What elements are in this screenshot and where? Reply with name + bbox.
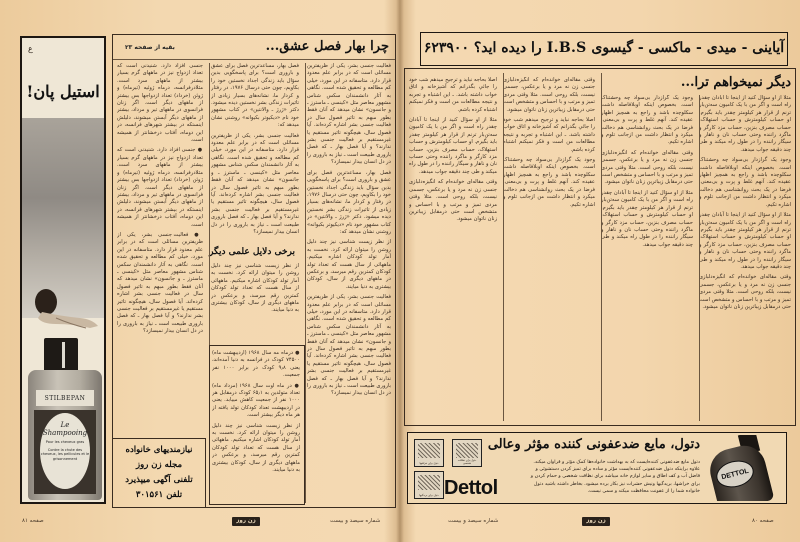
label-small: Contre la chute des cheveux, les pellicules et le grisonnement <box>40 447 90 461</box>
dettol-logo: Dettol <box>444 477 498 499</box>
article-spring-love <box>112 34 396 508</box>
right-page-number: صفحه ۸۰ <box>752 518 774 524</box>
bottle-cap <box>44 338 78 372</box>
classified-phone: تلفن ۳۰۱۵۶۱ <box>135 490 183 500</box>
dettol-headline: دتول، مایع ضدعفونی کننده مؤثر وعالی <box>487 437 700 452</box>
column-rule <box>305 63 306 503</box>
label-oval <box>40 413 90 489</box>
steelpan-headline: استیل پان! <box>26 82 100 101</box>
classified-line-1: نیازمندیهای خانواده <box>125 445 193 455</box>
text-column-1: فعالیت جنسی بشر، یکی از ظریفترین مسائلی است که در برابر علم معدود قرار دارد. متاسفانه در این مورد، خیلی کم مطالعه و تحقیق شده است. نگاهی به آثار دانشمندان سکس شناس مشهور معاصر مثل «کینسی ـ ماسترز ـ و جانسون» نشان میدهد که آنان فقط بطور مبهم به تاثیر فصول سال در فعالیت جنسی بشر اشاره کرده‌اند. آیا فصول سال، هیچگونه تاثیر مستقیم یا غیرمستقیم بر فعالیت جنسی بشر ندارند؟ و آیا فصل بهار ـ که فصل باروری طبیعت است ـ نیاز به باروری را در دل انسان بیدار نمیسازد؟ فصل بهار، مساعدترین فصل برای عشق و باروری است؟ برای پاسخگویی بدین سؤال باید زندگی اجداد نخستین خود را بکاویم، چون حتی درسال ۱۹۷۶، در رفتار و کردار ما، نشانه‌های بسیار زیادی از تاثیرات زندگی بشر نخستین دیده میشود. دکتر «ژرژ ـ والانتین» در کتاب مشهور خود نام «دیکیوتر بکیوانه» روشنی نشان میدهد که: از نظر زیست شناسی نیز چند دلیل روشن را میتوان ارائه کرد. نخست به آمار تولد کودکان اشاره میکنیم. ماههائی از سال هست که تعداد تولد کودکان کمترین رقم میرسد، و برعکس در ماههای دیگری از سال، کودکان بیشتری به دنیا میایند. فعالیت جنسی بشر، یکی از ظریفترین مسائلی است که در برابر علم معدود قرار دارد. متاسفانه در این مورد، خیلی کم مطالعه و تحقیق شده است. نگاهی به آثار دانشمندان سکس شناس مشهور معاصر مثل «کینسی ـ ماسترز ـ و جانسون» نشان میدهد که آنان فقط بطور مبهم به تاثیر فصول سال در فعالیت جنسی بشر اشاره کرده‌اند. آیا فصول سال، هیچگونه تاثیر مستقیم یا غیرمستقیم بر فعالیت جنسی بشر ندارند؟ و آیا فصل بهار ـ که فصل باروری طبیعت است ـ نیاز به باروری را در دل انسان بیدار نمیسازد؟ <box>307 63 391 397</box>
bottle-label: DETTOL <box>713 457 756 491</box>
magazine-logo: زن روز <box>232 517 260 526</box>
text-column-2: وجود یک گرازدار بی‌سواد چه وحشتناک است. بخصوص اینکه اوبلافاصله داشت سکلوچده باشد و راجع به همچیز اظهار عقیده کند. آنهم غلط و پرت و بی‌معنی. فرضا در یک بحث روانشناسی هم دخالت میکرد و انتظار داشت من ازجانب تلوم و اشاره تکیم. وقتی مقاله‌ای خوانده‌ام که انگیزه‌دلبازی جنسی زن نه مرد و یا برعکس، جسمی نیست، بلکه روحی است. مثلا وقتی مردی تمیز و مرتب و با احساس و متشخص است حتی درمقابل زیباترین زنان ناتوان میشود. مثلا از او سؤال کنید از اینجا تا آبادان چقدر راه است و اگر من با یک کامیون سه‌تن‌بار ترنم از قرار هر کیلومتر چقدر باید بگیرم. او حساب کیلومترش و حساب استهلاک، حساب مصرف بنزین، حساب مزد کارگر و ماگرد راننده وحتی حساب نان و ناهار و سیگار راننده را در طول راه میکند و طی چند دقیقه جواب میدهد. <box>601 95 693 248</box>
column-rule <box>699 95 700 421</box>
text-column-4: اصلا بحاجه نبايد و ترجيح ميدهم شب خود را جائي بگذرانم كه آشپزخانه و اتاق خواب داشته باشد. ـ این اشتباه و تجربه و نتیجه مطالعات من است و فکر نمیکنم اشتباه کرده باشم. مثلا از او سؤال کنید از اینجا تا آبادان چقدر راه است و اگر من با یک کامیون سه‌تن‌بار ترنم از قرار هر کیلومتر چقدر باید بگیرم. او حساب کیلومترش و حساب استهلاک، حساب مصرف بنزین، حساب مزد کارگر و ماگرد راننده وحتی حساب نان و ناهار و سیگار راننده را در طول راه میکند و طی چند دقیقه جواب میدهد. وقتی مقاله‌ای خوانده‌ام که انگیزه‌دلبازی جنسی زن نه مرد و یا برعکس، جسمی نیست، بلکه روحی است. مثلا وقتی مردی تمیز و مرتب و با احساس و متشخص است حتی درمقابل زیباترین زنان ناتوان میشود. <box>409 77 497 223</box>
stats-box <box>209 345 305 505</box>
illustration-panel-3: دتول برای بریدگیها <box>414 471 444 499</box>
left-issue-label: شماره سیصد و بیست <box>330 518 381 524</box>
shampoo-bottle <box>28 370 102 500</box>
label-panel <box>34 410 96 494</box>
corner-mark: ع <box>28 44 33 53</box>
title-rule <box>113 59 395 60</box>
article-subhead: برخی دلایل علمی دیگر <box>209 247 295 257</box>
column-rule <box>503 73 504 421</box>
spine-gutter <box>396 0 404 542</box>
magazine-logo: زن روز <box>582 517 610 526</box>
classified-ad <box>112 438 206 508</box>
dettol-ad <box>407 432 787 504</box>
classified-line-2: مجله زن روز <box>136 460 182 470</box>
article-title: چرا بهار فصل عشق... <box>265 39 389 54</box>
text-column-2b: از نظر زیست شناسی نیز چند دلیل روشن را میتوان ارائه کرد. نخست به آمار تولد کودکان اشاره میکنیم. ماههائی از سال هست که تعداد تولد کودکان کمترین رقم میرسد، و برعکس در ماههای دیگری از سال، کودکان بیشتری به دنیا میایند. <box>211 263 299 314</box>
product-label: STILBEPAN <box>36 390 94 406</box>
text-column-1: مثلا از او سؤال کنید از اینجا تا آبادان چقدر راه است و اگر من با یک کامیون سه‌تن‌بار ترنم از قرار هر کیلومتر چقدر باید بگیرم. او حساب کیلومترش و حساب استهلاک، حساب مصرف بنزین، حساب مزد کارگر و ماگرد راننده وحتی حساب نان و ناهار و سیگار راننده را در طول راه میکند و طی چند دقیقه جواب میدهد. وجود یک گرازدار بی‌سواد چه وحشتناک است. بخصوص اینکه اوبلافاصله داشت سکلوچده باشد و راجع به همچیز اظهار عقیده کند. آنهم غلط و پرت و بی‌معنی. فرضا در یک بحث روانشناسی هم دخالت میکرد و انتظار داشت من ازجانب تلوم و اشاره تکیم. مثلا از او سؤال کنید از اینجا تا آبادان چقدر راه است و اگر من با یک کامیون سه‌تن‌بار ترنم از قرار هر کیلومتر چقدر باید بگیرم. او حساب کیلومترش و حساب استهلاک، حساب مصرف بنزین، حساب مزد کارگر و ماگرد راننده وحتی حساب نان و ناهار و سیگار راننده را در طول راه میکند و طی چند دقیقه جواب میدهد. وقتی مقاله‌ای خوانده‌ام که انگیزه‌دلبازی جنسی زن نه مرد و یا برعکس، جسمی نیست، بلکه روحی است. مثلا وقتی مردی تمیز و مرتب و با احساس و متشخص است حتی درمقابل زیباترین زنان ناتوان میشود. <box>699 95 791 310</box>
article-dont-want-you <box>404 68 796 426</box>
ibs-banner: آیاینی - میدی - ماکسی - گیسوی I.B.S را دیده اید؟ ۶۲۳۹۰۰ <box>420 32 788 66</box>
label-script: Le Shampooing <box>42 421 88 437</box>
left-page-number: صفحه ۸۱ <box>22 518 44 524</box>
classified-line-3: تلفنی آگهی میپذیرد <box>125 475 193 485</box>
column-rule <box>601 73 602 421</box>
dettol-bottle-icon <box>706 435 778 501</box>
stats-text: ● درماه مه سال ۱۹۶۸ (اردیبهشت ماه) ۷۴۵۰۰ کودک در فرانسه به دنیا آمده‌اند، یعنی ۹٫۸ کودک در برابر ۱۰۰۰ نفر جمعیت. ● در ماه اوت سال ۱۹۶۸ (مرداد ماه) تعداد متولدین به ۶۵٫۱ کودک درمقابل هر ۱۰۰۰ نفر از جمعیت کاهش مییابد. یعنی در اردیبهشت تعداد کودکان تولد یافته از هر ماه دیگر بیشتر است. از نظر زیست شناسی نیز چند دلیل روشن را میتوان ارائه کرد. نخست به آمار تولد کودکان اشاره میکنیم. ماههائی از سال هست که تعداد تولد کودکان کمترین رقم میرسد، و برعکس در ماههای دیگری از سال، کودکان بیشتری به دنیا میایند. <box>212 350 300 502</box>
text-column-3: وقتی مقاله‌ای خوانده‌ام که انگیزه‌دلبازی جنسی زن نه مرد و یا برعکس، جسمی نیست، بلکه روحی است. مثلا وقتی مردی تمیز و مرتب و با احساس و متشخص است حتی درمقابل زیباترین زنان ناتوان میشود. اصلا بحاجه نبايد و ترجيح ميدهم شب خود را جائي بگذرانم كه آشپزخانه و اتاق خواب داشته باشد. ـ این اشتباه و تجربه و نتیجه مطالعات من است و فکر نمیکنم اشتباه کرده باشم. وجود یک گرازدار بی‌سواد چه وحشتناک است. بخصوص اینکه اوبلافاصله داشت سکلوچده باشد و راجع به همچیز اظهار عقیده کند. آنهم غلط و پرت و بی‌معنی. فرضا در یک بحث روانشناسی هم دخالت میکرد و انتظار داشت من ازجانب تلوم و اشاره تکیم. <box>503 77 595 208</box>
article-title: دیگر نمیخواهم ترا... <box>680 75 791 90</box>
right-issue-label: شماره سیصد و بیست <box>448 518 499 524</box>
label-sub: Pour les cheveux gras <box>45 440 85 444</box>
continued-note: بقیه از صفحه ۲۳ <box>125 44 175 51</box>
dettol-body-text: دتول مایع ضدعفونی کننده‌ایست که به بهداشت خانواده‌ها کمک مؤثر و فراوان میکند. علاوه براینکه دتول ضدعفونی کننده‌ایست مؤثر و ساده برای تمیز کردن دستشوئی و فاضل آب و کف اطاق و سایر لوازم خانه میباشد برای نظافت شخصی و حمام کردن و برای خراشها، بریدگیها ونیش حشرات نیز بکار برده میشود. بخاطر داشته باشید دتول خانواده شما را از عفونت محافظت میکند و سمی نیست. <box>530 460 700 494</box>
illustration-panel-2: دتول برای نظافت شخصی <box>452 439 482 467</box>
steelpan-ad <box>20 36 106 504</box>
woman-photo-icon <box>30 288 100 338</box>
illustration-panel-1: دتول برای خراشها <box>414 439 444 467</box>
text-column-2: فصل بهار، مساعدترین فصل برای عشق و باروری است؟ برای پاسخگویی بدین سؤال باید زندگی اجداد نخستین خود را بکاویم، چون حتی درسال ۱۹۷۶، در رفتار و کردار ما، نشانه‌های بسیار زیادی از تاثیرات زندگی بشر نخستین دیده میشود. دکتر «ژرژ ـ والانتین» در کتاب مشهور خود نام «دیکیوتر بکیوانه» روشنی نشان میدهد که: فعالیت جنسی بشر، یکی از ظریفترین مسائلی است که در برابر علم معدود قرار دارد. متاسفانه در این مورد، خیلی کم مطالعه و تحقیق شده است. نگاهی به آثار دانشمندان سکس شناس مشهور معاصر مثل «کینسی ـ ماسترز ـ و جانسون» نشان میدهد که آنان فقط بطور مبهم به تاثیر فصول سال در فعالیت جنسی بشر اشاره کرده‌اند. آیا فصول سال، هیچگونه تاثیر مستقیم یا غیرمستقیم بر فعالیت جنسی بشر ندارند؟ و آیا فصل بهار ـ که فصل باروری طبیعت است ـ نیاز به باروری را در دل انسان بیدار نمیسازد؟ <box>211 63 299 235</box>
text-column-3: جنسی افزاد دارد. شنیدنی است که تعداد ازدواج نیز در ماههای گرم بسیار بیشتر از ماههای سرد است. مثلادرفرانسه، درماه ژوئیه (تیرماه) و ژوئن (خرداد) تعداد ازدواجها بس بیشتر از ماههای دیگر است. اگر زنان فرانسوی در ماههای تیر و مرداد، بیشتر از ماههای دیگر آبستن میشوند، دلیلش اینستکه در بیشتر شهرهای فرانسه، در این دوماه، آفتاب درخشانتر از همیشه است. ● جنسی افزاد دارد. شنیدنی است که تعداد ازدواج نیز در ماههای گرم بسیار بیشتر از ماههای سرد است. مثلادرفرانسه، درماه ژوئیه (تیرماه) و ژوئن (خرداد) تعداد ازدواجها بس بیشتر از ماههای دیگر است. اگر زنان فرانسوی در ماههای تیر و مرداد، بیشتر از ماههای دیگر آبستن میشوند، دلیلش اینستکه در بیشتر شهرهای فرانسه، در این دوماه، آفتاب درخشانتر از همیشه است. ● فعالیت جنسی بشر، یکی از ظریفترین مسائلی است که در برابر علم معدود قرار دارد. متاسفانه در این مورد، خیلی کم مطالعه و تحقیق شده است. نگاهی به آثار دانشمندان سکس شناس مشهور معاصر مثل «کینسی ـ ماسترز ـ و جانسون» نشان میدهد که آنان فقط بطور مبهم به تاثیر فصول سال در فعالیت جنسی بشر اشاره کرده‌اند. آیا فصول سال، هیچگونه تاثیر مستقیم یا غیرمستقیم بر فعالیت جنسی بشر ندارند؟ و آیا فصل بهار ـ که فصل باروری طبیعت است ـ نیاز به باروری را در دل انسان بیدار نمیسازد؟ <box>117 63 203 433</box>
